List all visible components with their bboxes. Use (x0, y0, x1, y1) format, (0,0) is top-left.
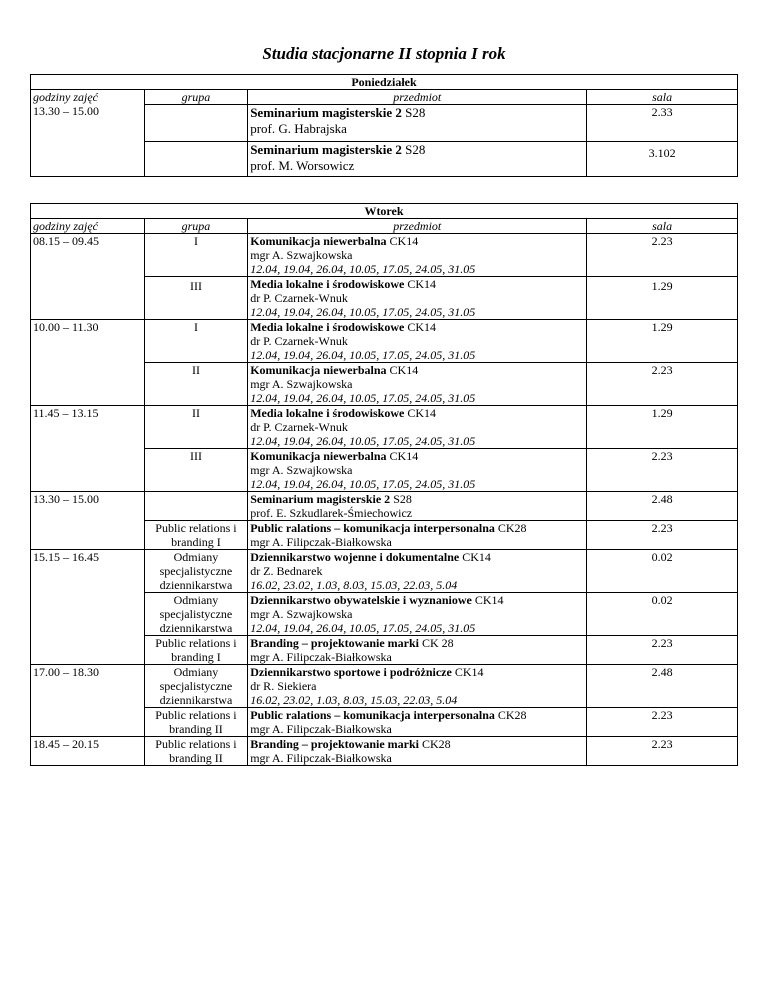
hours-header: godziny zajęć (33, 90, 98, 104)
subject-name: Seminarium magisterskie 2 (250, 105, 402, 120)
subject-code: CK14 (386, 449, 419, 463)
group-cell: Public relations i branding I (144, 521, 247, 550)
teacher-name: mgr A. Szwajkowska (250, 248, 353, 262)
subject-code: S28 (401, 105, 426, 120)
group-header: grupa (181, 219, 211, 233)
hours-cell: 11.45 – 13.15 (31, 406, 145, 492)
group-cell: III (144, 277, 247, 320)
subject-code: CK14 (404, 320, 436, 334)
dates: 12.04, 19.04, 26.04, 10.05, 17.05, 24.05, 31.05 (250, 305, 476, 319)
room-cell (587, 105, 738, 142)
subject-name: Media lokalne i środowiskowe (250, 277, 405, 291)
group-cell (144, 492, 247, 521)
table-row (31, 320, 738, 363)
table-row (31, 234, 738, 277)
subject-name: Komunikacja niewerbalna (250, 449, 387, 463)
table-row (31, 737, 738, 766)
group-cell (144, 90, 247, 105)
subject-code: CK 28 (418, 636, 454, 650)
day-header-tuesday: Wtorek (31, 204, 738, 219)
subject-cell (248, 142, 587, 177)
group-cell: Odmiany specjalistyczne dziennikarstwa (144, 593, 247, 636)
subject-cell (248, 737, 587, 766)
group-cell: I (144, 234, 247, 277)
subject-header-cell (248, 90, 587, 105)
room-cell: 1.29 (587, 320, 738, 363)
group-cell (144, 142, 247, 177)
hours-cell (31, 90, 145, 177)
room-cell: 1.29 (587, 277, 738, 320)
group-cell: Odmiany specjalistyczne dziennikarstwa (144, 665, 247, 708)
room-cell: 1.29 (587, 406, 738, 449)
room-cell: 3.102 (587, 142, 738, 177)
subject-code: CK14 (451, 665, 484, 679)
subject-code: CK28 (494, 521, 527, 535)
room-cell: 2.23 (587, 234, 738, 277)
subject-code: CK28 (418, 737, 451, 751)
hours-cell: 08.15 – 09.45 (31, 234, 145, 320)
subject-cell (248, 105, 587, 142)
table-row (31, 550, 738, 593)
subject-code: S28 (390, 492, 412, 506)
room-cell: 0.02 (587, 593, 738, 636)
dates: 12.04, 19.04, 26.04, 10.05, 17.05, 24.05, 31.05 (250, 621, 476, 635)
subject-code: S28 (401, 142, 426, 157)
subject-cell (248, 234, 587, 277)
group-cell (144, 219, 247, 234)
teacher-name: dr P. Czarnek-Wnuk (250, 291, 348, 305)
room-cell: 2.23 (587, 636, 738, 665)
subject-cell (248, 665, 587, 708)
hours-cell: 17.00 – 18.30 (31, 665, 145, 737)
subject-header-cell (248, 219, 587, 234)
subject-cell (248, 277, 587, 320)
group-cell (144, 105, 247, 142)
subject-code: CK14 (386, 234, 419, 248)
tuesday-table (30, 203, 738, 766)
teacher-name: dr P. Czarnek-Wnuk (250, 420, 348, 434)
room-header-cell (587, 90, 738, 105)
subject-cell (248, 492, 587, 521)
table-row (31, 406, 738, 449)
dates: 16.02, 23.02, 1.03, 8.03, 15.03, 22.03, 5.04 (250, 693, 458, 707)
teacher-name: prof. E. Szkudlarek-Śmiechowicz (250, 506, 413, 520)
room-cell: 2.48 (587, 665, 738, 708)
teacher-name: dr R. Siekiera (250, 679, 317, 693)
group-cell: I (144, 320, 247, 363)
room-header-cell (587, 219, 738, 234)
teacher-name: mgr A. Szwajkowska (250, 607, 353, 621)
dates: 12.04, 19.04, 26.04, 10.05, 17.05, 24.05, 31.05 (250, 262, 476, 276)
hours-value: 13.30 – 15.00 (33, 104, 99, 118)
subject-name: Public ralations – komunikacja interpersonalna (250, 521, 495, 535)
hours-cell: 13.30 – 15.00 (31, 492, 145, 550)
room-cell: 2.23 (587, 521, 738, 550)
subject-name: Dziennikarstwo obywatelskie i wyznaniowe (250, 593, 472, 607)
subject-cell (248, 593, 587, 636)
subject-name: Dziennikarstwo wojenne i dokumentalne (250, 550, 460, 564)
group-cell: Odmiany specjalistyczne dziennikarstwa (144, 550, 247, 593)
group-cell: Public relations i branding II (144, 737, 247, 766)
day-header-monday: Poniedziałek (31, 75, 738, 90)
hours-cell: 10.00 – 11.30 (31, 320, 145, 406)
subject-name: Seminarium magisterskie 2 (250, 492, 391, 506)
document-title: Studia stacjonarne II stopnia I rok (262, 44, 506, 63)
monday-table (30, 74, 738, 177)
room-header: sala (652, 219, 673, 233)
group-cell: Public relations i branding II (144, 708, 247, 737)
subject-code: CK14 (459, 550, 491, 564)
teacher-name: mgr A. Szwajkowska (250, 463, 353, 477)
hours-cell: 18.45 – 20.15 (31, 737, 145, 766)
subject-name: Komunikacja niewerbalna (250, 363, 387, 377)
subject-name: Branding – projektowanie marki (250, 737, 419, 751)
dates: 12.04, 19.04, 26.04, 10.05, 17.05, 24.05, 31.05 (250, 391, 476, 405)
teacher-name: mgr A. Filipczak-Białkowska (250, 650, 392, 664)
room-cell: 2.23 (587, 363, 738, 406)
subject-name: Seminarium magisterskie 2 (250, 142, 402, 157)
group-cell: II (144, 363, 247, 406)
room-cell: 2.48 (587, 492, 738, 521)
group-cell: III (144, 449, 247, 492)
table-row (31, 219, 738, 234)
subject-cell (248, 521, 587, 550)
subject-header: przedmiot (393, 219, 442, 233)
room-cell: 2.23 (587, 737, 738, 766)
subject-name: Dziennikarstwo sportowe i podróżnicze (250, 665, 452, 679)
table-row (31, 90, 738, 105)
teacher-name: dr P. Czarnek-Wnuk (250, 334, 348, 348)
room-cell: 2.23 (587, 449, 738, 492)
dates: 12.04, 19.04, 26.04, 10.05, 17.05, 24.05, 31.05 (250, 477, 476, 491)
dates: 12.04, 19.04, 26.04, 10.05, 17.05, 24.05, 31.05 (250, 348, 476, 362)
subject-name: Branding – projektowanie marki (250, 636, 419, 650)
hours-cell: 15.15 – 16.45 (31, 550, 145, 665)
teacher-name: mgr A. Filipczak-Białkowska (250, 535, 392, 549)
subject-cell (248, 363, 587, 406)
subject-code: CK28 (494, 708, 527, 722)
subject-code: CK14 (471, 593, 504, 607)
room-cell: 2.23 (587, 708, 738, 737)
room-value: 2.33 (651, 105, 673, 119)
room-header: sala (652, 90, 673, 104)
teacher-name: prof. M. Worsowicz (250, 158, 355, 173)
subject-cell (248, 636, 587, 665)
subject-code: CK14 (404, 406, 436, 420)
subject-cell (248, 406, 587, 449)
subject-cell (248, 550, 587, 593)
subject-header: przedmiot (393, 90, 442, 104)
table-row (31, 492, 738, 521)
subject-name: Media lokalne i środowiskowe (250, 406, 405, 420)
teacher-name: prof. G. Habrajska (250, 121, 347, 136)
subject-name: Public ralations – komunikacja interpersonalna (250, 708, 495, 722)
group-cell: Public relations i branding I (144, 636, 247, 665)
dates: 16.02, 23.02, 1.03, 8.03, 15.03, 22.03, 5.04 (250, 578, 458, 592)
teacher-name: dr Z. Bednarek (250, 564, 323, 578)
teacher-name: mgr A. Filipczak-Białkowska (250, 751, 392, 765)
subject-code: CK14 (386, 363, 419, 377)
subject-cell (248, 449, 587, 492)
hours-cell (31, 219, 145, 234)
subject-cell (248, 320, 587, 363)
room-cell: 0.02 (587, 550, 738, 593)
dates: 12.04, 19.04, 26.04, 10.05, 17.05, 24.05, 31.05 (250, 434, 476, 448)
group-cell: II (144, 406, 247, 449)
teacher-name: mgr A. Szwajkowska (250, 377, 353, 391)
teacher-name: mgr A. Filipczak-Białkowska (250, 722, 392, 736)
hours-header: godziny zajęć (33, 219, 98, 233)
table-row (31, 665, 738, 708)
subject-name: Media lokalne i środowiskowe (250, 320, 405, 334)
subject-name: Komunikacja niewerbalna (250, 234, 387, 248)
subject-cell (248, 708, 587, 737)
subject-code: CK14 (404, 277, 436, 291)
group-header: grupa (181, 90, 211, 104)
